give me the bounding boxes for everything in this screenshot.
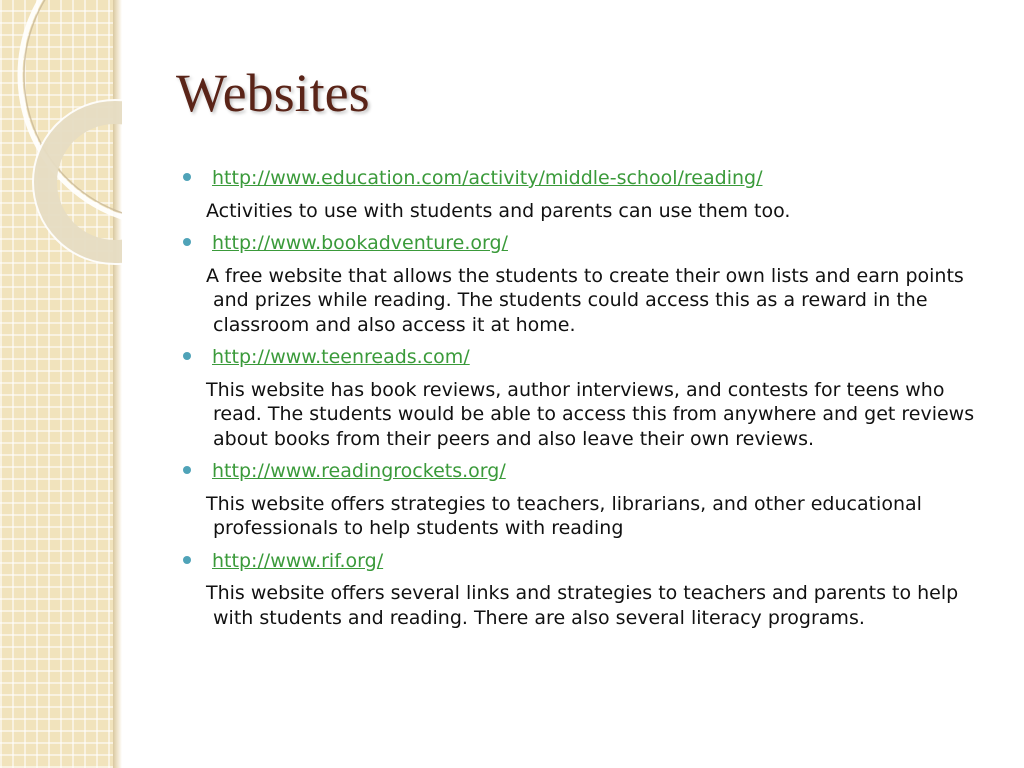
link-row [183, 549, 995, 574]
bullet-icon [183, 352, 191, 360]
website-link[interactable]: http://www.teenreads.com/ [212, 346, 470, 368]
website-list [183, 166, 995, 638]
slide-title: Websites [176, 63, 370, 123]
website-description: A free website that allows the students to create their own lists and earn points and prizes while reading. The students could access this as a reward in the classroom and also access it at home. [206, 264, 964, 336]
list-item [183, 459, 995, 541]
website-link[interactable]: http://www.bookadventure.org/ [212, 232, 508, 254]
bullet-icon [183, 466, 191, 474]
bullet-icon [183, 556, 191, 564]
website-link[interactable]: http://www.education.com/activity/middle-school/reading/ [212, 167, 763, 189]
link-row [183, 166, 995, 191]
website-link[interactable]: http://www.readingrockets.org/ [212, 460, 506, 482]
list-item [183, 549, 995, 631]
website-link[interactable]: http://www.rif.org/ [212, 549, 384, 572]
link-row [183, 459, 995, 484]
website-description: This website has book reviews, author interviews, and contests for teens who read. The students would be able to access this from anywhere and get reviews about books from their peers and also leave their own reviews. [206, 378, 975, 450]
website-description: This website offers several links and strategies to teachers and parents to help with students and reading. There are also several literacy programs. [206, 582, 959, 629]
link-row [183, 345, 995, 370]
bullet-icon [183, 173, 191, 181]
website-description: Activities to use with students and parents can use them too. [206, 199, 791, 222]
decorative-rings [0, 0, 122, 768]
list-item [183, 345, 995, 451]
list-item [183, 231, 995, 337]
link-row [183, 231, 995, 256]
website-description: This website offers strategies to teachers, librarians, and other educational professionals to help students with reading [206, 492, 922, 539]
list-item [183, 166, 995, 223]
bullet-icon [183, 238, 191, 246]
